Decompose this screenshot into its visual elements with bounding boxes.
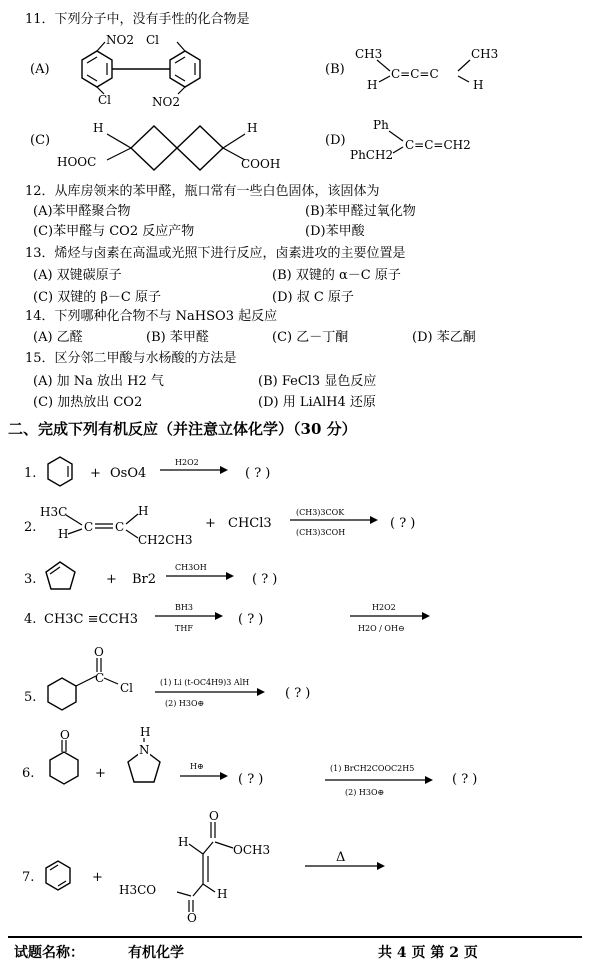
reaction-1-condition: H2O2	[175, 458, 199, 467]
reaction-6-answer-blank-1[interactable]: ( ? )	[238, 772, 264, 787]
reaction-2-c2: C	[115, 520, 125, 534]
reaction-6-arrow-2	[325, 774, 433, 786]
reaction-5-chlorine: Cl	[120, 681, 134, 695]
reaction-5-acyl-chloride	[40, 646, 160, 722]
q13-option-d: (D) 叔 C 原子	[272, 290, 354, 305]
q11-a-cl-top: Cl	[146, 33, 160, 47]
reaction-3-condition: CH3OH	[175, 563, 207, 572]
q11-option-a-label: (A)	[30, 62, 50, 77]
reaction-1-arrow	[160, 464, 228, 476]
reaction-6-pyrrolidine	[118, 726, 178, 800]
reaction-4-answer-blank[interactable]: ( ? )	[238, 612, 264, 627]
reaction-5-number: 5.	[24, 690, 37, 705]
q14-option-d: (D) 苯乙酮	[412, 330, 476, 345]
q11-b-ch3-left: CH3	[355, 47, 383, 61]
reaction-6-answer-blank-2[interactable]: ( ? )	[452, 772, 478, 787]
q11-b-ch3-right: CH3	[471, 47, 499, 61]
reaction-6-plus: +	[95, 766, 106, 781]
reaction-3-answer-blank[interactable]: ( ? )	[252, 572, 278, 587]
reaction-1-plus: +	[90, 466, 101, 481]
q11-a-biphenyl-structure	[60, 30, 220, 110]
q12-option-b: (B)苯甲醛过氧化物	[305, 204, 416, 219]
reaction-4-number: 4.	[24, 612, 37, 627]
q11-c-h-left: H	[93, 121, 104, 135]
reaction-3-cyclopentene	[42, 558, 82, 594]
q13-option-a: (A) 双键碳原子	[33, 268, 122, 283]
q14-option-a: (A) 乙醛	[33, 330, 83, 345]
reaction-7-och3: OCH3	[233, 843, 271, 857]
reaction-2-reagent: CHCl3	[228, 516, 272, 531]
reaction-4-condition-top: BH3	[175, 603, 193, 612]
reaction-5-arrow	[155, 686, 265, 698]
reaction-7-cyclohexadiene	[38, 858, 78, 898]
reaction-6-nitrogen: N	[139, 743, 150, 757]
q11-b-h-left: H	[367, 78, 378, 92]
q15-option-c: (C) 加热放出 CO2	[33, 395, 143, 410]
q12-stem: 12．从库房领来的苯甲醛，瓶口常有一些白色固体，该固体为	[25, 184, 380, 199]
reaction-7-dimethyl-maleate	[115, 808, 295, 923]
q12-option-c: (C)苯甲醛与 CO2 反应产物	[33, 224, 195, 239]
reaction-2-c1: C	[84, 520, 94, 534]
footer-page-info: 共 4 页 第 2 页	[378, 945, 478, 961]
reaction-3-reagent: Br2	[132, 572, 157, 587]
q11-d-allene-core: C=C=CH2	[405, 138, 471, 152]
reaction-5-oxygen: O	[94, 646, 104, 659]
reaction-7-condition: Δ	[336, 850, 346, 865]
footer-name-label: 试题名称：	[14, 945, 84, 961]
reaction-4-arrow-1	[155, 610, 223, 622]
q15-option-d: (D) 用 LiAlH4 还原	[258, 395, 376, 410]
reaction-2-alkene	[38, 498, 198, 550]
reaction-7-number: 7.	[22, 870, 35, 885]
reaction-6-oxygen: O	[60, 730, 70, 742]
q11-b-h-right: H	[473, 78, 484, 92]
reaction-5-condition-bottom: (2) H3O⊕	[165, 699, 205, 708]
q11-d-phch2: PhCH2	[350, 148, 394, 162]
q11-stem: 11．下列分子中，没有手性的化合物是	[25, 12, 250, 27]
q11-a-no2-bottom: NO2	[152, 95, 180, 109]
reaction-4-condition-bottom: THF	[175, 624, 193, 633]
reaction-2-ch2ch3: CH2CH3	[138, 533, 193, 547]
q15-option-a: (A) 加 Na 放出 H2 气	[33, 374, 164, 389]
q11-option-c-label: (C)	[30, 133, 51, 148]
reaction-6-nh-hydrogen: H	[140, 726, 151, 739]
reaction-2-plus: +	[205, 516, 216, 531]
reaction-7-oxygen-top: O	[209, 809, 219, 823]
q14-option-b: (B) 苯甲醛	[146, 330, 209, 345]
reaction-2-number: 2.	[24, 520, 37, 535]
reaction-2-condition-top: (CH3)3COK	[296, 508, 345, 517]
reaction-6-condition-2-top: (1) BrCH2COOC2H5	[330, 764, 415, 773]
q15-stem: 15．区分邻二甲酸与水杨酸的方法是	[25, 351, 237, 366]
q12-option-d: (D)苯甲酸	[305, 224, 365, 239]
reaction-7-h-bottom: H	[217, 887, 228, 901]
reaction-4-condition-2-bottom: H2O / OH⊖	[358, 624, 405, 633]
q11-a-no2-top: NO2	[106, 33, 134, 47]
reaction-4-reactant: CH3C ≡CCH3	[44, 612, 139, 627]
q11-option-d-label: (D)	[325, 133, 346, 148]
reaction-2-h-left: H	[58, 527, 69, 541]
reaction-5-answer-blank[interactable]: ( ? )	[285, 686, 311, 701]
reaction-5-carbon: C	[95, 671, 105, 685]
reaction-6-arrow-1	[180, 770, 228, 782]
reaction-3-number: 3.	[24, 572, 37, 587]
q11-a-cl-bottom: Cl	[98, 93, 112, 107]
reaction-2-answer-blank[interactable]: ( ? )	[390, 516, 416, 531]
reaction-3-plus: +	[106, 572, 117, 587]
reaction-2-h-right: H	[138, 504, 149, 518]
reaction-1-answer-blank[interactable]: ( ? )	[245, 466, 271, 481]
reaction-7-arrow	[305, 860, 385, 872]
reaction-6-number: 6.	[22, 766, 35, 781]
section-2-title: 二、完成下列有机反应（并注意立体化学）（30 分）	[8, 420, 357, 438]
q11-b-allene-core: C=C=C	[391, 67, 439, 81]
q11-c-h-right: H	[247, 121, 258, 135]
footer-rule	[8, 936, 582, 938]
reaction-4-arrow-2	[350, 610, 430, 622]
reaction-5-condition-top: (1) Li (t-OC4H9)3 AlH	[160, 678, 250, 687]
q14-option-c: (C) 乙－丁酮	[272, 330, 349, 345]
reaction-2-h3c: H3C	[40, 505, 68, 519]
q12-option-a: (A)苯甲醛聚合物	[33, 204, 131, 219]
reaction-2-condition-bottom: (CH3)3COH	[296, 528, 346, 537]
reaction-1-cyclohexene	[40, 452, 80, 492]
q14-stem: 14．下列哪种化合物不与 NaHSO3 起反应	[25, 309, 278, 324]
q13-option-c: (C) 双键的 β－C 原子	[33, 290, 161, 305]
q11-b-allene-structure	[355, 38, 515, 98]
q13-option-b: (B) 双键的 α－C 原子	[272, 268, 401, 283]
reaction-1-number: 1.	[24, 466, 37, 481]
reaction-2-arrow	[290, 514, 378, 526]
q13-stem: 13．烯烃与卤素在高温或光照下进行反应，卤素进攻的主要位置是	[25, 246, 406, 261]
reaction-3-arrow	[166, 570, 234, 582]
reaction-6-condition-2-bottom: (2) H3O⊕	[345, 788, 385, 797]
reaction-7-oxygen-bottom: O	[187, 911, 197, 923]
footer-name-value: 有机化学	[128, 945, 184, 961]
q11-c-spiro-structure	[55, 112, 295, 172]
q11-d-ph: Ph	[373, 118, 389, 132]
reaction-7-h-top: H	[178, 835, 189, 849]
reaction-1-reagent: OsO4	[110, 466, 147, 481]
q11-c-hooc: HOOC	[57, 155, 97, 169]
q11-option-b-label: (B)	[325, 62, 345, 77]
reaction-7-h3co: H3CO	[119, 883, 157, 897]
reaction-7-plus: +	[92, 870, 103, 885]
q15-option-b: (B) FeCl3 显色反应	[258, 374, 377, 389]
q11-d-allene-structure	[345, 115, 515, 170]
reaction-6-cyclohexanone	[40, 730, 100, 800]
reaction-4-condition-2-top: H2O2	[372, 603, 396, 612]
q11-c-cooh: COOH	[241, 157, 281, 171]
reaction-6-condition-1: H⊕	[190, 762, 204, 771]
